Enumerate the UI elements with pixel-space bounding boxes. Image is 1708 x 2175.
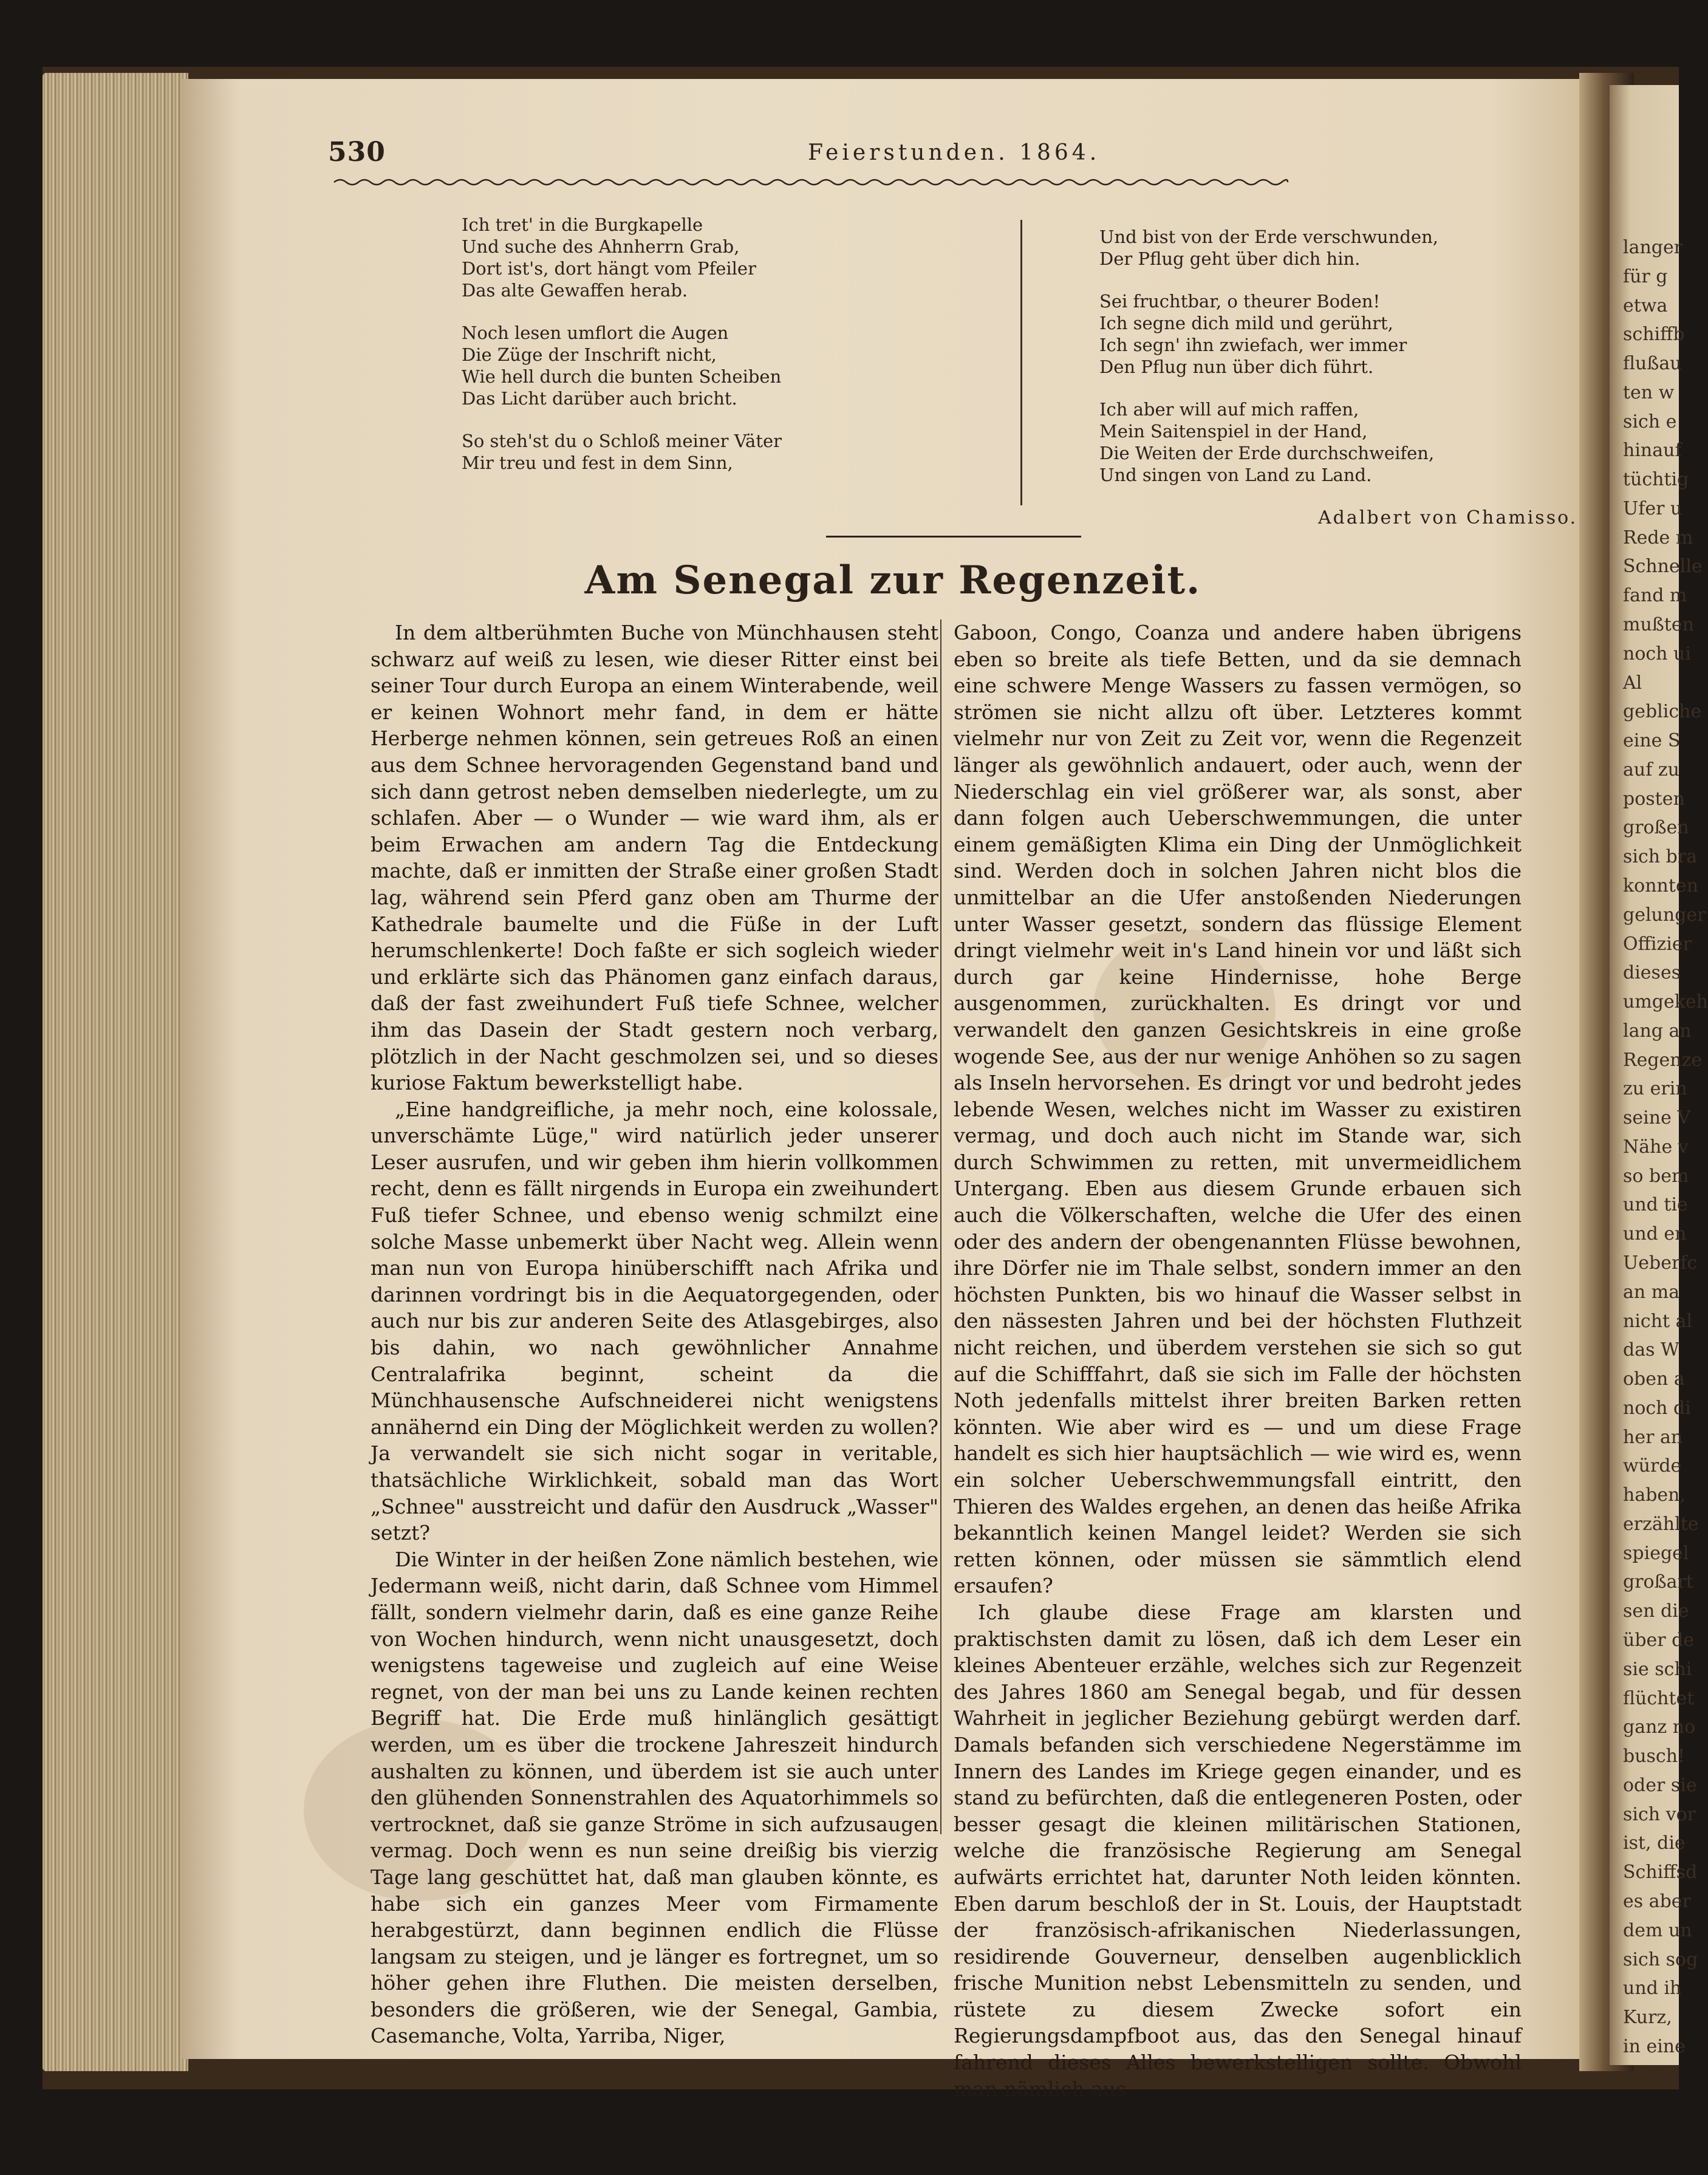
facing-page-fragment: das W [1623,1339,1679,1361]
facing-page-fragment: Al [1623,672,1642,694]
poem-line: Ich aber will auf mich raffen, [1099,399,1359,420]
facing-page-fragment: eine S [1623,730,1681,752]
poem-line: Die Weiten der Erde durchschweifen, [1099,443,1435,463]
facing-page-fragment: sich e [1623,411,1677,432]
article-right-column [954,620,1522,2102]
facing-page-fragment: flüchtet [1623,1687,1695,1709]
facing-page-fragment: fand m [1623,585,1687,607]
facing-page-fragment: so bem [1623,1165,1689,1187]
page-header [328,137,1336,173]
facing-page-fragment: noch ui [1623,643,1691,664]
facing-page-fragment: haben, [1623,1484,1686,1506]
poem-line: Und suche des Ahnherrn Grab, [462,236,740,257]
facing-page-fragment: busch! [1623,1746,1686,1767]
facing-page-fragment: dem un [1623,1919,1692,1941]
poem-line: Ich segne dich mild und gerührt, [1099,313,1393,333]
facing-page-fragment: gelunger [1623,904,1706,926]
poem-line: Mir treu und fest in dem Sinn, [462,452,733,473]
poem-stanza [462,430,941,474]
facing-page-fragment: nicht al [1623,1310,1693,1332]
poem-line: Der Pflug geht über dich hin. [1099,248,1361,269]
poem-stanza [462,214,941,301]
article-title: Am Senegal zur Regenzeit. [584,558,1201,603]
facing-page-fragment: hinauf [1623,440,1682,462]
facing-page-fragment: erzählte [1623,1513,1699,1535]
facing-page-fragment: Nähe v [1623,1136,1689,1158]
facing-page-fragment: Offizier [1623,933,1692,955]
poem-stanza [1099,226,1591,270]
poem-line: So steh'st du o Schloß meiner Väter [462,431,782,451]
page-number: 530 [328,137,386,168]
facing-page-fragment: Schiffsd [1623,1862,1698,1883]
running-title: Feierstunden. 1864. [808,140,1101,165]
facing-page-fragment: Rede m [1623,527,1693,548]
page-edges [43,73,188,2071]
facing-page-fragment: in eine [1623,2035,1686,2057]
facing-page-fragment: für g [1623,265,1668,287]
poem-stanza [1099,398,1591,486]
facing-page-fragment: und ih [1623,1978,1682,1999]
facing-page-fragment: dieses [1623,962,1681,984]
facing-page-fragment: Ufer u [1623,497,1682,519]
poem-stanza [1099,290,1591,378]
facing-page-fragment: es aber [1623,1890,1691,1912]
facing-page-fragment: mußten [1623,614,1694,636]
article-paragraph: Die Winter in der heißen Zone nämlich bestehen, wie Jedermann weiß, nicht darin, daß Schnee vom Himmel fällt, sondern vielmehr darin, daß es eine ganze Reihe von Wochen hindurch, wenn nicht unausgesetzt, doch wenigstens tageweise und zugleich auf eine Weise regnet, von der man bei uns zu Lande keinen rechten Begriff hat. Die Erde muß hinlänglich gesättigt werden, um es über die trockene Jahreszeit hindurch aushalten zu können, und überdem ist sie auch unter den glühenden Sonnenstrahlen des Aquatorhimmels so vertrocknet, daß sie ganze Ströme in sich aufzusaugen vermag. Doch wenn es nun seine dreißig bis vierzig Tage lang geschüttet hat, daß man glauben könnte, es habe sich ein ganzes Meer vom Firmamente herabgestürzt, dann beginnen endlich die Flüsse langsam zu steigen, und je länger es fortregnet, um so höher gehen ihre Fluthen. Die meisten derselben, besonders die größeren, wie der Senegal, Gambia, Casemanche, Volta, Yarriba, Niger, [371,1547,938,2048]
facing-page-fragment: spiegel [1623,1542,1689,1564]
facing-page-fragment: ganz no [1623,1716,1696,1738]
poem-line: Noch lesen umflort die Augen [462,323,729,343]
book-page [182,79,1604,2101]
poem-right-column [1099,226,1591,507]
poem-line: Das Licht darüber auch bricht. [462,388,737,409]
poem-line: Ich segn' ihn zwiefach, wer immer [1099,335,1407,355]
facing-page-fragment: Kurz, [1623,2007,1672,2029]
title-separator-rule [826,536,1081,538]
facing-page-fragment: auf zu [1623,759,1679,780]
facing-page-fragment: und en [1623,1223,1687,1245]
article-paragraph: Ich glaube diese Frage am klarsten und praktischsten damit zu lösen, daß ich dem Leser ein kleines Abenteuer erzähle, welches sich zur Regenzeit des Jahres 1860 am Senegal begab, und für dessen Wahrheit in jeglicher Beziehung gebürgt werden darf. Damals befanden sich verschiedene Negerstämme im Innern des Landes im Kriege gegen einander, und es stand zu befürchten, daß die entlegeneren Posten, oder besser gesagt die kleinen militärischen Stationen, welche die französische Regierung am Senegal aufwärts errichtet hat, darunter Noth leiden könnten. Eben darum beschloß der in St. Louis, der Hauptstadt der französisch-afrikanischen Niederlassungen, residirende Gouverneur, denselben augenblicklich frische Munition nebst Lebensmitteln zu senden, und rüstete zu diesem Zwecke sofort ein Regierungsdampfboot aus, das den Senegal hinauf fahrend dieses Alles bewerkstelligen sollte. Obwohl man nämlich aus [954,1600,1522,2101]
facing-page-fragment: sen die [1623,1600,1689,1622]
facing-page-fragment: würde [1623,1455,1682,1477]
article-paragraph: In dem altberühmten Buche von Münchhausen steht schwarz auf weiß zu lesen, wie dieser Ritter einst bei seiner Tour durch Europa an einem Winterabende, weil er keinen Wohnort mehr fand, in dem er hätte Herberge nehmen können, sein getreues Roß an einen aus dem Schnee hervoragenden Gegenstand band und sich dann getrost neben demselben niederlegte, um zu schlafen. Aber — o Wunder — wie ward ihm, als er beim Erwachen am andern Tag die Entdeckung machte, daß er inmitten der Straße einer großen Stadt lag, während sein Pferd ganz oben am Thurme der Kathedrale baumelte und die Füße in der Luft herumschlenkerte! Doch faßte er sich sogleich wieder und erklärte sich das Phänomen ganz einfach daraus, daß der fast zweihundert Fuß tiefe Schnee, welcher ihm das Dasein der Stadt gestern noch verbarg, plötzlich in der Nacht geschmolzen sei, und so dieses kuriose Faktum bewerkstelligt habe. [371,621,938,1095]
poem-line: Ich tret' in die Burgkapelle [462,214,703,235]
facing-page-fragment: etwa [1623,295,1668,316]
poem-author: Adalbert von Chamisso. [1318,507,1578,528]
facing-page-fragment: sich bra [1623,846,1698,868]
facing-page-fragment: sich sog [1623,1948,1698,1970]
facing-page-fragment: noch di [1623,1397,1691,1419]
facing-page-fragment: schiffb [1623,324,1685,346]
poem-line: Und bist von der Erde verschwunden, [1099,227,1439,247]
facing-page-fragment: und tie [1623,1194,1688,1216]
poem-line: Sei fruchtbar, o theurer Boden! [1099,291,1381,312]
facing-page-fragment: langer [1623,237,1683,258]
facing-page-fragment: Ueberfc [1623,1252,1698,1274]
ornamental-wavy-rule [334,176,1288,188]
facing-page-fragment: Schnelle [1623,556,1703,578]
facing-page-edge [1610,85,1708,2065]
poem-left-column [462,214,941,494]
facing-page-fragment: lang an [1623,1020,1692,1042]
facing-page-fragment: sich vor [1623,1803,1696,1825]
facing-page-fragment: sie schi [1623,1658,1692,1680]
poem-column-divider [1020,220,1022,505]
facing-page-fragment: gebliche [1623,701,1702,723]
facing-page-fragment: ist, die [1623,1832,1686,1854]
poem-line: Mein Saitenspiel in der Hand, [1099,421,1368,442]
facing-page-fragment: über de [1623,1630,1695,1651]
facing-page-fragment: konnten [1623,875,1699,896]
poem-line: Dort ist's, dort hängt vom Pfeiler [462,258,756,279]
article-left-column [371,620,938,2049]
poem-line: Die Züge der Inschrift nicht, [462,344,717,365]
facing-page-fragment: großart [1623,1571,1693,1593]
column-divider [940,620,941,1834]
poem-line: Wie hell durch die bunten Scheiben [462,366,782,387]
poem-line: Das alte Gewaffen herab. [462,280,688,301]
facing-page-fragment: ten w [1623,381,1675,403]
facing-page-fragment: seine V [1623,1107,1691,1129]
facing-page-fragment: oben a [1623,1368,1685,1390]
facing-page-fragment: oder sie [1623,1774,1697,1796]
poem-line: Den Pflug nun über dich führt. [1099,357,1374,377]
facing-page-fragment: großen [1623,817,1689,839]
facing-page-fragment: posten [1623,788,1685,810]
facing-page-fragment: Regenze [1623,1049,1703,1071]
facing-page-fragment: zu erin [1623,1078,1687,1100]
poem-line: Und singen von Land zu Land. [1099,465,1372,485]
facing-page-fragment: umgekeh [1623,991,1708,1013]
facing-page-fragment: flußau [1623,353,1682,375]
article-paragraph: „Eine handgreifliche, ja mehr noch, eine kolossale, unverschämte Lüge," wird natürlich jeder unserer Leser ausrufen, und wir geben ihm hierin vollkommen recht, denn es fällt nirgends in Europa ein zweihundert Fuß tiefer Schnee, und ebenso wenig schmilzt eine solche Masse unbemerkt über Nacht weg. Allein wenn man nun von Europa hinüberschifft nach Afrika und darinnen vordringt bis in die Aequatorgegenden, oder auch nur bis zur anderen Seite des Atlasgebirges, also bis dahin, wo nach gewöhnlicher Annahme Centralafrika beginnt, scheint da die Münchhausensche Aufschneiderei nicht wenigstens annähernd ein Ding der Möglichkeit werden zu wollen? Ja verwandelt sie sich nicht sogar in veritable, thatsächliche Wirklichkeit, sobald man das Wort „Schnee" ausstreicht und dafür den Ausdruck „Wasser" setzt? [371,1097,938,1545]
facing-page-fragment: an ma [1623,1281,1680,1303]
facing-page-fragment: tüchtig [1623,469,1689,491]
poem-stanza [462,322,941,409]
facing-page-fragment: her an [1623,1426,1683,1448]
article-paragraph: Gaboon, Congo, Coanza und andere haben übrigens eben so breite als tiefe Betten, und da sie demnach eine schwere Menge Wassers zu fassen vermögen, so strömen sie nicht allzu oft über. Letzteres kommt vielmehr nur von Zeit zu Zeit vor, wenn die Regenzeit länger als gewöhnlich andauert, oder auch, wenn der Niederschlag ein viel größerer war, als sonst, aber dann folgen auch Ueberschwemmungen, die unter einem gemäßigten Klima ein Ding der Unmöglichkeit sind. Werden doch in solchen Jahren nicht blos die unmittelbar an die Ufer anstoßenden Niederungen unter Wasser gesetzt, sondern das flüssige Element dringt vielmehr weit in's Land hinein vor und läßt sich durch gar keine Hindernisse, hohe Berge ausgenommen, zurückhalten. Es dringt vor und verwandelt den ganzen Gesichtskreis in eine große wogende See, aus der nur wenige Anhöhen so zu sagen als Inseln hervorsehen. Es dringt vor und bedroht jedes lebende Wesen, welches nicht im Wasser zu existiren vermag, und doch auch nicht im Stande war, sich durch Schwimmen zu retten, mit unvermeidlichem Untergang. Eben aus diesem Grunde erbauen sich auch die Völkerschaften, welche die Ufer des einen oder des andern der obengenannten Flüsse bewohnen, ihre Dörfer nie im Thale selbst, sondern immer an den höchsten Punkten, bis wo hinauf die Wasser selbst in den nässesten Jahren und bei der höchsten Fluthzeit nicht reichen, und überdem verstehen sie sich so gut auf die Schifffahrt, daß sie sich im Falle der höchsten Noth jedenfalls mittelst ihrer breiten Barken retten könnten. Wie aber wird es — und um diese Frage handelt es sich hier hauptsächlich — wie wird es, wenn ein solcher Ueberschwemmungsfall eintritt, den Thieren des Waldes ergehen, an denen das heiße Afrika bekanntlich keinen Mangel leidet? Werden sie sich retten können, oder müssen sie sämmtlich elend ersaufen? [954,621,1522,1598]
